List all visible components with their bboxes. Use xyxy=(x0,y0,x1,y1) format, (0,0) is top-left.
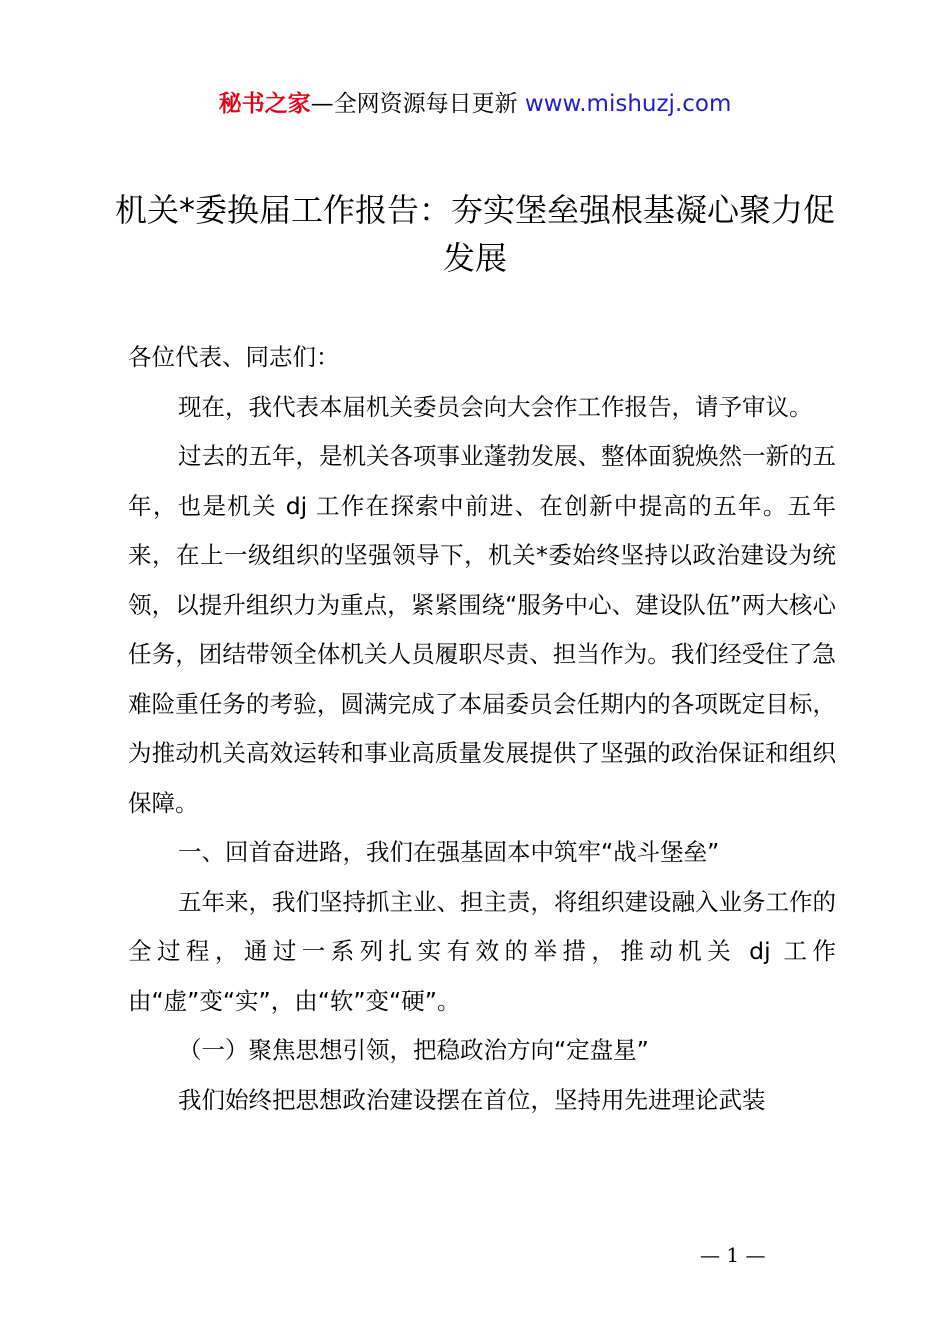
paragraph-subsection-1: 我们始终把思想政治建设摆在首位，坚持用先进理论武装 xyxy=(178,1085,766,1114)
site-url-link[interactable]: www.mishuzj.com xyxy=(524,91,732,117)
site-tagline: 全网资源每日更新 xyxy=(333,91,518,117)
paragraph-overview: 过去的五年，是机关各项事业蓬勃发展、整体面貌焕然一新的五年，也是机关 dj 工作在探索中前进、在创新中提高的五年。五年来，在上一级组织的坚强领导下，机关*委始终坚持以政治建设为统领，以提升组织力为重点，紧紧围绕“服务中心、建设队伍”两大核心任务，团结带领全体机关人员履职尽责、担当作为。我们经受住了急难险重任务的考验，圆满完成了本届委员会任期内的各项既定目标，为推动机关高效运转和事业高质量发展提供了坚强的政治保证和组织保障。 xyxy=(128,442,836,817)
site-header xyxy=(0,88,950,120)
header-separator: — xyxy=(310,91,334,117)
site-brand: 秘书之家 xyxy=(218,91,311,117)
document-title: 机关*委换届工作报告：夯实堡垒强根基凝心聚力促发展 xyxy=(114,191,835,277)
paragraph-intro: 现在，我代表本届机关委员会向大会作工作报告，请予审议。 xyxy=(178,392,813,421)
subsection-heading-1: （一）聚焦思想引领，把稳政治方向“定盘星” xyxy=(178,1036,649,1064)
section-heading-1: 一、回首奋进路，我们在强基固本中筑牢“战斗堡垒” xyxy=(178,838,720,866)
page-number: — 1 — xyxy=(700,1243,766,1267)
paragraph-section-1: 五年来，我们坚持抓主业、担主责，将组织建设融入业务工作的全过程，通过一系列扎实有效的举措，推动机关 dj 工作由“虚”变“实”，由“软”变“硬”。 xyxy=(128,887,836,1015)
document-body xyxy=(128,333,836,1125)
salutation: 各位代表、同志们： xyxy=(128,343,340,371)
